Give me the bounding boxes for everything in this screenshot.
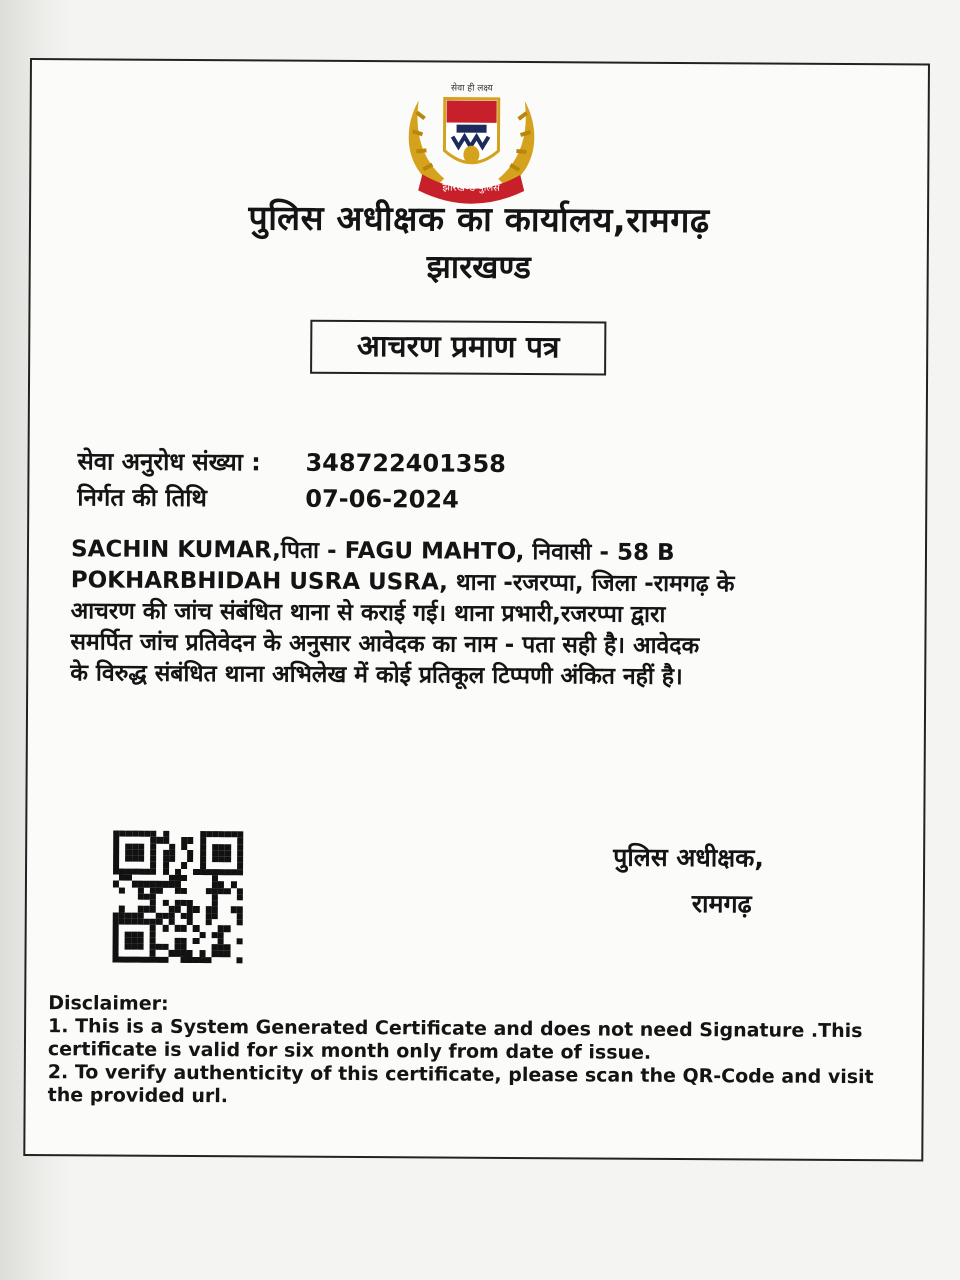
request-number-label: सेवा अनुरोध संख्या : [77, 447, 261, 477]
disclaimer-point: 1. This is a System Generated Certificate and does not need Signature .This certificate is valid for six month only from date of issue. [47, 1015, 863, 1064]
body-line: के विरुद्ध संबंधित थाना अभिलेख में कोई प्रतिकूल टिप्पणी अंकित नहीं है। [70, 660, 683, 690]
body-line: समर्पित जांच प्रतिवेदन के अनुसार आवेदक का नाम - पता सही है। आवेदक [70, 629, 700, 660]
disclaimer-heading: Disclaimer: [48, 992, 169, 1015]
request-number-value: 348722401358 [305, 448, 507, 478]
certificate-title: आचरण प्रमाण पत्र [310, 320, 606, 376]
issue-date-row [77, 480, 459, 515]
body-line: POKHARBHIDAH USRA USRA, थाना -रजरप्पा, जिला -रामगढ़ के [70, 567, 735, 598]
body-line: SACHIN KUMAR,पिता - FAGU MAHTO, निवासी - 58 B [70, 536, 675, 566]
disclaimer-point: 2. To verify authenticity of this certificate, please scan the QR-Code and visit the provided url. [47, 1061, 874, 1108]
issue-date-label: निर्गत की तिथि [77, 483, 207, 513]
issue-date-value: 07-06-2024 [305, 484, 459, 514]
disclaimer [48, 992, 899, 1112]
emblem-motto: सेवा ही लक्ष्य [451, 83, 493, 94]
signatory-place: रामगढ़ [691, 889, 752, 919]
qr-code[interactable] [112, 831, 243, 964]
body-line: आचरण की जांच संबंधित थाना से कराई गई। थाना प्रभारी,रजरप्पा द्वारा [70, 598, 666, 628]
office-state: झारखण्ड [426, 247, 531, 287]
emblem-ribbon-text: झारखण्ड पुलिस [442, 182, 501, 194]
request-number-row [77, 444, 506, 480]
signatory-designation: पुलिस अधीक्षक, [613, 842, 765, 873]
office-title: पुलिस अधीक्षक का कार्यालय,रामगढ़ [248, 198, 710, 242]
police-emblem-icon [396, 78, 547, 205]
certificate-body [70, 534, 901, 694]
certificate-sheet [23, 58, 930, 1161]
